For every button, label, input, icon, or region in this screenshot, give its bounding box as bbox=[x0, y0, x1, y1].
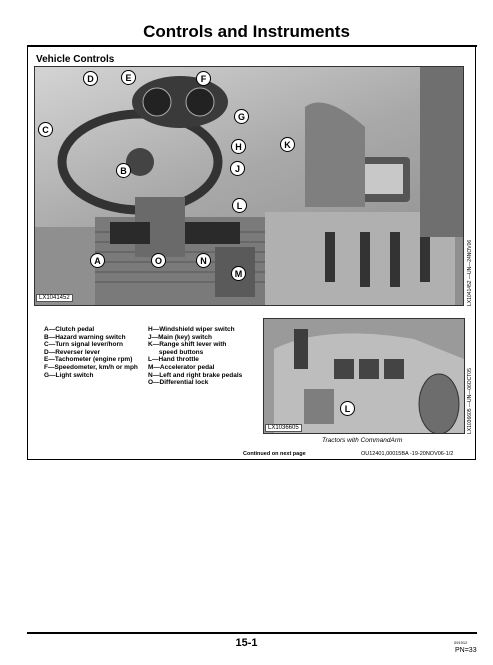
callout-b: B bbox=[116, 163, 131, 178]
legend-item-l: L—Hand throttle bbox=[148, 356, 199, 364]
figure-caption: Tractors with CommandArm bbox=[322, 437, 403, 444]
legend-left bbox=[44, 326, 138, 379]
document-reference: OU12401,00015BA -19-20NOV06-1/2 bbox=[361, 451, 454, 457]
pn-code: PN=33 bbox=[455, 647, 477, 654]
legend-item-k: K—Range shift lever with bbox=[148, 341, 227, 349]
footer-rule bbox=[27, 632, 477, 634]
side-code-main: LX1041452 —UN—24NOV06 bbox=[467, 239, 473, 306]
image-code-main: LX1041452 bbox=[36, 294, 73, 302]
callout-l-commandarm: L bbox=[340, 401, 355, 416]
legend-item-j: J—Main (key) switch bbox=[148, 333, 212, 341]
legend-item-b: B—Hazard warning switch bbox=[44, 333, 126, 341]
legend-item-d: D—Reverser lever bbox=[44, 348, 101, 356]
callout-j: J bbox=[230, 161, 245, 176]
legend-item-o: O—Differential lock bbox=[148, 379, 209, 387]
date-code: 091912 bbox=[454, 640, 468, 645]
callout-e: E bbox=[121, 70, 136, 85]
continued-note: Continued on next page bbox=[243, 451, 306, 457]
callout-c: C bbox=[38, 122, 53, 137]
callout-g: G bbox=[234, 109, 249, 124]
callout-l: L bbox=[232, 198, 247, 213]
page-number: 15-1 bbox=[235, 637, 258, 649]
legend-item-c: C—Turn signal lever/horn bbox=[44, 341, 123, 349]
legend-item-f: F—Speedometer, km/h or mph bbox=[44, 363, 138, 371]
legend-right bbox=[148, 326, 242, 387]
callout-a: A bbox=[90, 253, 105, 268]
commandarm-illustration bbox=[264, 319, 465, 434]
legend-item-g: G—Light switch bbox=[44, 371, 94, 379]
callout-m: M bbox=[231, 266, 246, 281]
section-title: Vehicle Controls bbox=[36, 54, 115, 65]
image-code-arm: LX1036605 bbox=[265, 424, 302, 432]
callout-f: F bbox=[196, 71, 211, 86]
callout-k: K bbox=[280, 137, 295, 152]
callout-o: O bbox=[151, 253, 166, 268]
legend-item-h: H—Windshield wiper switch bbox=[148, 326, 235, 333]
callout-n: N bbox=[196, 253, 211, 268]
legend-item-k-cont: speed buttons bbox=[148, 348, 204, 356]
commandarm-photo bbox=[263, 318, 465, 434]
side-code-arm: LX1036605 —UN—06OCT05 bbox=[467, 368, 473, 434]
legend-item-e: E—Tachometer (engine rpm) bbox=[44, 356, 133, 364]
legend-item-n: N—Left and right brake pedals bbox=[148, 371, 243, 379]
cab-illustration bbox=[35, 67, 464, 306]
callout-h: H bbox=[231, 139, 246, 154]
legend-item-m: M—Accelerator pedal bbox=[148, 363, 215, 371]
legend-item-a: A—Clutch pedal bbox=[44, 326, 95, 333]
callout-d: D bbox=[83, 71, 98, 86]
vehicle-controls-photo bbox=[34, 66, 464, 306]
page-title: Controls and Instruments bbox=[143, 22, 350, 41]
